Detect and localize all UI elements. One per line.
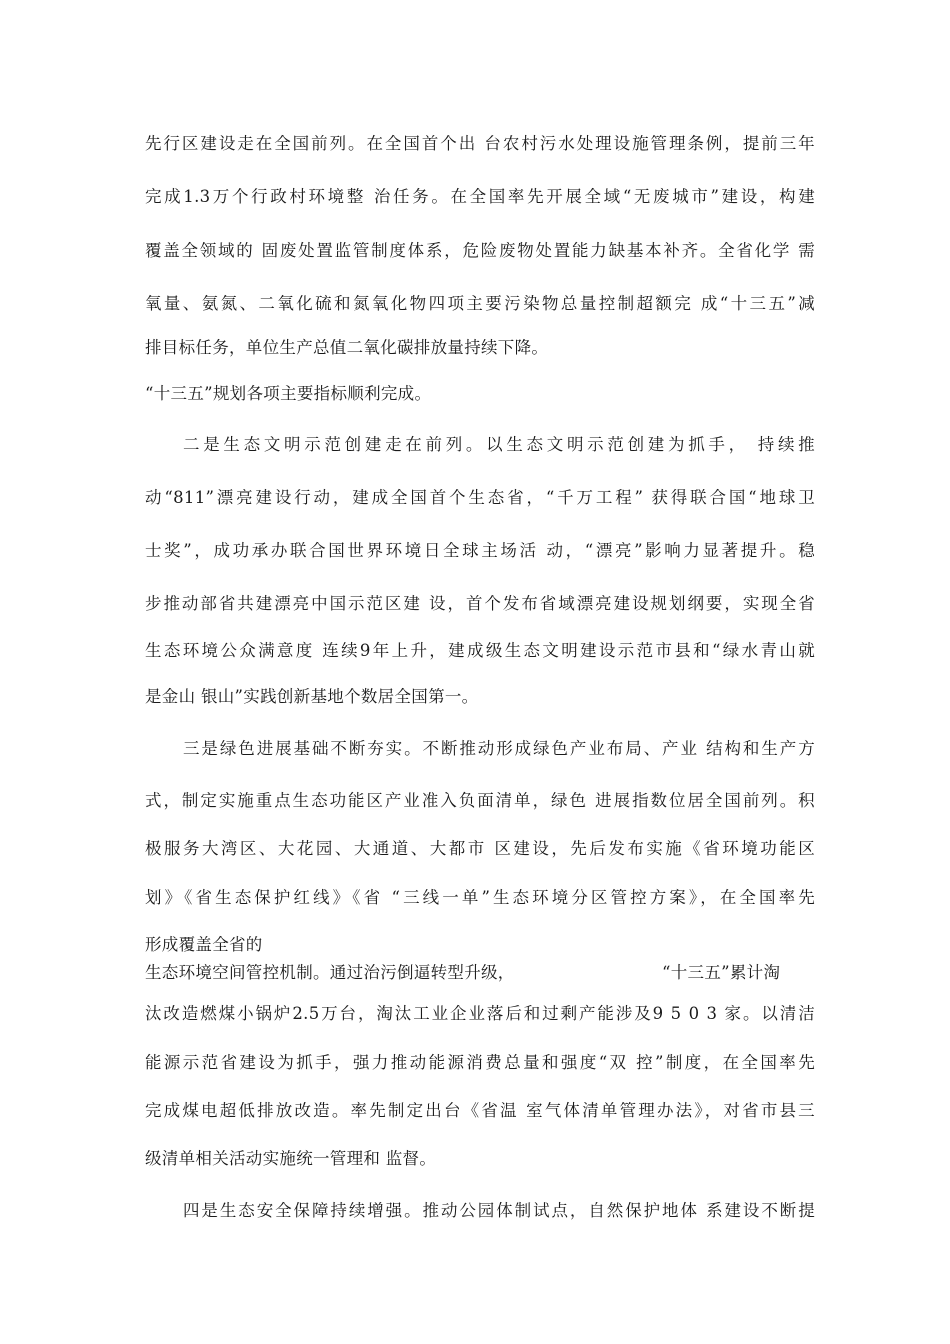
paragraph-4-line-2: 式，制定实施重点生态功能区产业准入负面清单，绿色 进展指数位居全国前列。积 xyxy=(145,791,815,810)
paragraph-1-line-2: 完成1.3万个行政村环境整 治任务。在全国率先开展全域“无废城市”建设，构建 xyxy=(145,187,815,206)
paragraph-4-line-3: 极服务大湾区、大花园、大通道、大都市 区建设，先后发布实施《省环境功能区 xyxy=(145,839,815,858)
paragraph-4-line-1: 三是绿色进展基础不断夯实。不断推动形成绿色产业布局、产业 结构和生产方 xyxy=(183,739,815,758)
paragraph-1-line-1: 先行区建设走在全国前列。在全国首个出 台农村污水处理设施管理条例，提前三年 xyxy=(145,134,815,153)
paragraph-3-line-5: 生态环境公众满意度 连续9年上升，建成级生态文明建设示范市县和“绿水青山就 xyxy=(145,641,815,660)
paragraph-4-line-6-right: “十三五”累计淘 xyxy=(662,963,781,982)
paragraph-3-line-2: 动“811”漂亮建设行动，建成全国首个生态省，“千万工程” 获得联合国“地球卫 xyxy=(145,488,815,507)
paragraph-4-line-6-left: 生态环境空间管控机制。通过治污倒逼转型升级， xyxy=(145,963,515,982)
paragraph-3-line-3: 士奖”，成功承办联合国世界环境日全球主场活 动，“漂亮”影响力显著提升。稳 xyxy=(145,541,815,560)
paragraph-4-line-7: 汰改造燃煤小锅炉2.5万台，淘汰工业企业落后和过剩产能涉及9 5 0 3 家。以清洁 xyxy=(145,1004,815,1023)
paragraph-3-line-6: 是金山 银山”实践创新基地个数居全国第一。 xyxy=(145,687,479,706)
paragraph-3-line-1: 二是生态文明示范创建走在前列。以生态文明示范创建为抓手， 持续推 xyxy=(183,435,815,454)
paragraph-1-line-4: 氧量、氨氮、二氧化硫和氮氧化物四项主要污染物总量控制超额完 成“十三五”减 xyxy=(145,294,815,313)
paragraph-4-line-9: 完成煤电超低排放改造。率先制定出台《省温 室气体清单管理办法》，对省市县三 xyxy=(145,1101,815,1120)
paragraph-1-line-3: 覆盖全领域的 固废处置监管制度体系，危险废物处置能力缺基本补齐。全省化学 需 xyxy=(145,241,815,260)
paragraph-4-line-10: 级清单相关活动实施统一管理和 监督。 xyxy=(145,1149,437,1168)
paragraph-4-line-8: 能源示范省建设为抓手，强力推动能源消费总量和强度“双 控”制度，在全国率先 xyxy=(145,1053,815,1072)
paragraph-1-line-5: 排目标任务，单位生产总值二氧化碳排放量持续下降。 xyxy=(145,338,549,357)
paragraph-4-line-5: 形成覆盖全省的 xyxy=(145,935,263,954)
paragraph-4-line-4: 划》《省生态保护红线》《省 “三线一单”生态环境分区管控方案》，在全国率先 xyxy=(145,888,815,907)
paragraph-5-line-1: 四是生态安全保障持续增强。推动公园体制试点，自然保护地体 系建设不断提 xyxy=(183,1201,815,1220)
paragraph-3-line-4: 步推动部省共建漂亮中国示范区建 设，首个发布省域漂亮建设规划纲要，实现全省 xyxy=(145,594,815,613)
paragraph-2-line-1: “十三五”规划各项主要指标顺利完成。 xyxy=(145,384,432,403)
